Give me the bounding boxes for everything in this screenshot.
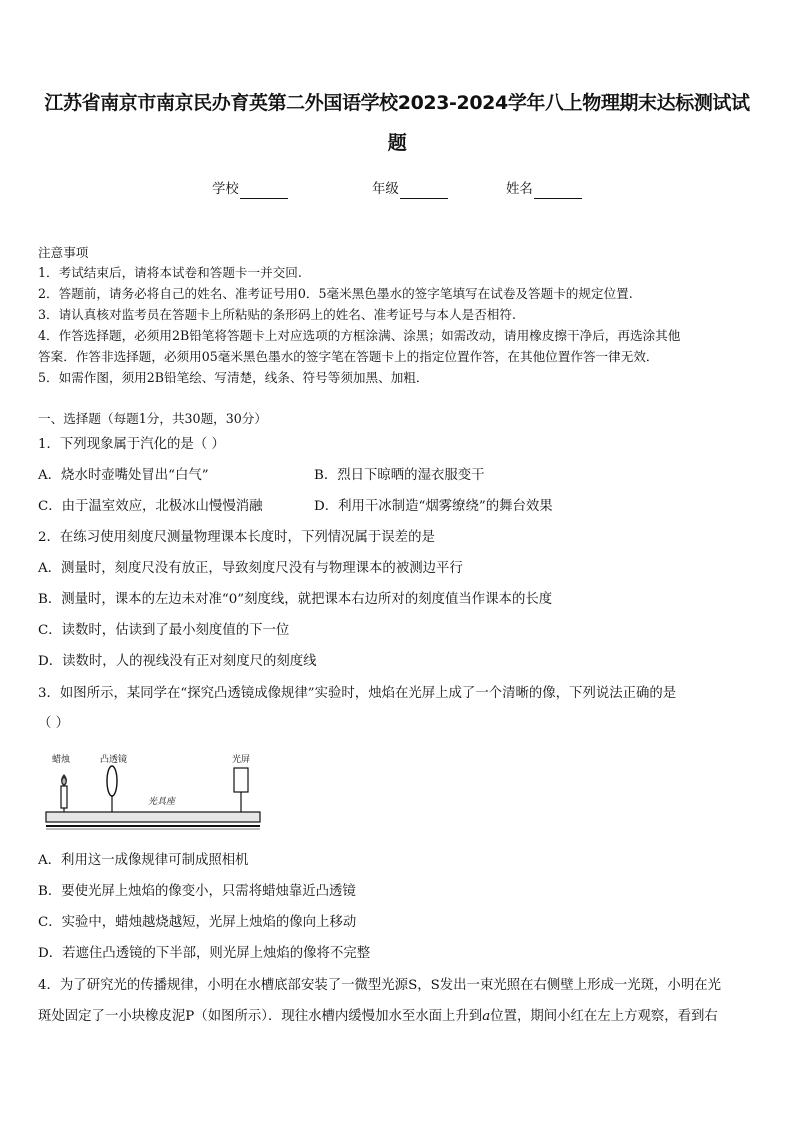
q2-stem: 2．在练习使用刻度尺测量物理课本长度时，下列情况属于误差的是 [38, 530, 435, 545]
q1-option-c[interactable]: C．由于温室效应，北极冰山慢慢消融 [38, 499, 263, 514]
light-screen [234, 768, 248, 792]
note-item: 2．答题前，请务必将自己的姓名、准考证号用0．5毫米黑色墨水的签字笔填写在试卷及答题卡的规定位置. [38, 286, 633, 301]
q1-option-d[interactable]: D．利用干冰制造“烟雾缭绕”的舞台效果 [314, 499, 553, 514]
q1-stem: 1．下列现象属于汽化的是（ ） [38, 437, 225, 452]
q3-option-d[interactable]: D．若遮住凸透镜的下半部，则光屏上烛焰的像将不完整 [38, 946, 371, 961]
q1-option-b[interactable]: B．烈日下晾晒的湿衣服变干 [314, 468, 485, 483]
note-item: 1．考试结束后，请将本试卷和答题卡一并交回. [38, 265, 302, 280]
document-title-line2: 题 [387, 132, 407, 154]
q2-option-d[interactable]: D．读数时，人的视线没有正对刻度尺的刻度线 [38, 654, 317, 669]
note-item: 4．作答选择题，必须用2B铅笔将答题卡上对应选项的方框涂满、涂黑；如需改动，请用橡皮擦干净后，再选涂其他 [38, 328, 681, 343]
school-blank[interactable] [240, 184, 288, 199]
note-item: 答案．作答非选择题，必须用05毫米黑色墨水的签字笔在答题卡上的指定位置作答，在其他位置作答一律无效． [38, 349, 659, 364]
q2-option-b[interactable]: B．测量时，课本的左边未对准“0”刻度线，就把课本右边所对的刻度值当作课本的长度 [38, 592, 553, 607]
q4-stem-line2 [38, 1008, 718, 1026]
flame-icon [61, 774, 67, 786]
candle-label: 蜡烛 [52, 755, 71, 765]
school-label: 学校 [212, 182, 239, 197]
grade-blank[interactable] [400, 184, 448, 199]
q4-stem-line1: 4．为了研究光的传播规律，小明在水槽底部安装了一微型光源S，S发出一束光照在右侧壁上形成一光斑，小明在光 [38, 978, 722, 993]
screen-label: 光屏 [232, 755, 251, 765]
name-blank[interactable] [534, 184, 582, 199]
candle [61, 786, 67, 808]
name-label: 姓名 [506, 182, 533, 197]
q2-option-c[interactable]: C．读数时，估读到了最小刻度值的下一位 [38, 623, 290, 638]
convex-lens [107, 766, 117, 796]
q3-stem: 3．如图所示，某同学在“探究凸透镜成像规律”实验时，烛焰在光屏上成了一个清晰的像，下列说法正确的是 [38, 686, 677, 701]
school-field[interactable] [212, 181, 288, 199]
optical-bench-figure [40, 748, 270, 838]
grade-label: 年级 [372, 182, 399, 197]
q3-option-c[interactable]: C．实验中，蜡烛越烧越短，光屏上烛焰的像向上移动 [38, 915, 357, 930]
name-field[interactable] [506, 181, 582, 199]
q2-option-a[interactable]: A．测量时，刻度尺没有放正，导致刻度尺没有与物理课本的被测边平行 [38, 561, 463, 576]
q4-line2-text: 斑处固定了一小块橡皮泥P（如图所示）．现往水槽内缓慢加水至水面上升到 [38, 1009, 483, 1024]
q4-variable-a: a [482, 1009, 491, 1024]
q1-option-a[interactable]: A．烧水时壶嘴处冒出“白气” [38, 468, 209, 483]
bench-label: 光具座 [148, 797, 176, 807]
q3-option-a[interactable]: A．利用这一成像规律可制成照相机 [38, 853, 249, 868]
note-item: 3．请认真核对监考员在答题卡上所粘贴的条形码上的姓名、准考证号与本人是否相符. [38, 307, 516, 322]
grade-field[interactable] [372, 181, 448, 199]
optical-bench [46, 812, 260, 822]
document-title-line1: 江苏省南京市南京民办育英第二外国语学校2023-2024学年八上物理期末达标测试试 [44, 92, 750, 114]
note-item: 5．如需作图，须用2B铅笔绘、写清楚，线条、符号等须加黑、加粗． [38, 370, 429, 385]
q4-line2-end: 位置，期间小红在左上方观察，看到右 [490, 1009, 718, 1024]
q3-answer-paren: （ ） [38, 716, 70, 731]
notes-heading: 注意事项 [38, 245, 89, 260]
section-heading: 一、选择题（每题1分，共30题，30分） [38, 411, 267, 426]
q3-option-b[interactable]: B．要使光屏上烛焰的像变小，只需将蜡烛靠近凸透镜 [38, 884, 356, 899]
lens-label: 凸透镜 [100, 755, 128, 765]
